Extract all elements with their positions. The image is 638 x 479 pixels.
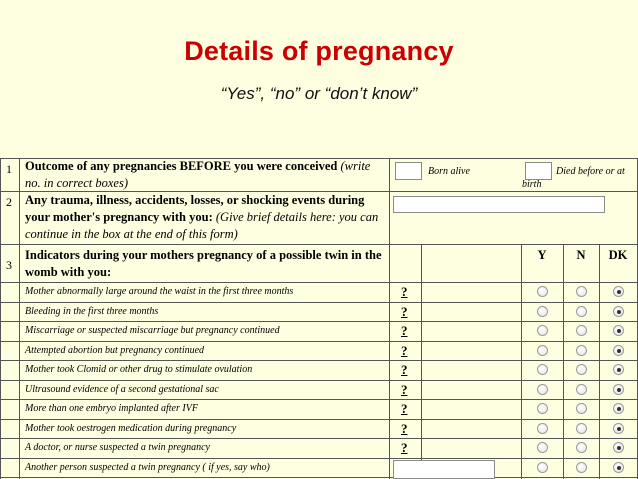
- radio-no[interactable]: [576, 306, 587, 317]
- radio-dont-know[interactable]: [613, 403, 624, 414]
- radio-yes[interactable]: [537, 462, 548, 473]
- row-divider: [0, 380, 638, 381]
- question-1-note: (write no. in correct boxes): [25, 159, 371, 190]
- column-header-no: N: [576, 248, 586, 262]
- indicator-label: Another person suspected a twin pregnancy ( if yes, say who): [25, 462, 270, 473]
- radio-dont-know[interactable]: [613, 286, 624, 297]
- row-divider: [0, 477, 638, 478]
- help-link[interactable]: ?: [401, 343, 408, 358]
- radio-no[interactable]: [576, 384, 587, 395]
- radio-yes[interactable]: [537, 325, 548, 336]
- row-divider: [0, 282, 638, 283]
- page-title: Details of pregnancy: [184, 36, 454, 66]
- row-divider: [0, 399, 638, 400]
- help-link[interactable]: ?: [401, 284, 408, 299]
- indicator-label: Mother took Clomid or other drug to stimulate ovulation: [25, 364, 253, 375]
- question-2-bold: Any trauma, illness, accidents, losses, or shocking events during your mother's pregnancy with you:: [25, 193, 365, 224]
- radio-yes[interactable]: [537, 384, 548, 395]
- radio-yes[interactable]: [537, 442, 548, 453]
- question-1-bold: Outcome of any pregnancies BEFORE you were conceived: [25, 159, 338, 173]
- radio-no[interactable]: [576, 403, 587, 414]
- col-divider: [521, 244, 522, 479]
- radio-dont-know[interactable]: [613, 345, 624, 356]
- indicator-label: Ultrasound evidence of a second gestational sac: [25, 384, 219, 395]
- question-2-note: (Give brief details here: you can continue in the box at the end of this form): [25, 210, 379, 241]
- row-divider: [0, 321, 638, 322]
- radio-yes[interactable]: [537, 364, 548, 375]
- pregnancy-form: [0, 158, 638, 479]
- radio-dont-know[interactable]: [613, 306, 624, 317]
- radio-yes[interactable]: [537, 286, 548, 297]
- radio-yes[interactable]: [537, 423, 548, 434]
- radio-yes[interactable]: [537, 403, 548, 414]
- radio-dont-know[interactable]: [613, 384, 624, 395]
- radio-dont-know[interactable]: [613, 462, 624, 473]
- help-link[interactable]: ?: [401, 323, 408, 338]
- row-divider: [0, 438, 638, 439]
- born-alive-input[interactable]: [395, 162, 422, 180]
- help-link[interactable]: ?: [401, 421, 408, 436]
- question-number: 1: [6, 162, 12, 176]
- help-link[interactable]: ?: [401, 382, 408, 397]
- help-link[interactable]: ?: [401, 440, 408, 455]
- radio-no[interactable]: [576, 345, 587, 356]
- radio-dont-know[interactable]: [613, 364, 624, 375]
- row-divider: [0, 302, 638, 303]
- born-alive-label: Born alive: [428, 166, 470, 177]
- radio-no[interactable]: [576, 364, 587, 375]
- radio-no[interactable]: [576, 423, 587, 434]
- indicator-label: Mother took oestrogen medication during pregnancy: [25, 423, 237, 434]
- radio-no[interactable]: [576, 462, 587, 473]
- row-divider: [0, 360, 638, 361]
- question-1-text: [25, 158, 385, 192]
- help-link[interactable]: ?: [401, 362, 408, 377]
- question-number: 2: [6, 195, 12, 209]
- question-2-text: [25, 192, 387, 243]
- row-divider: [0, 244, 638, 245]
- col-divider: [563, 244, 564, 479]
- indicator-label: Attempted abortion but pregnancy continued: [25, 345, 205, 356]
- radio-yes[interactable]: [537, 345, 548, 356]
- indicator-label: Bleeding in the first three months: [25, 306, 159, 317]
- row-divider: [0, 458, 638, 459]
- radio-dont-know[interactable]: [613, 423, 624, 434]
- column-header-yes: Y: [537, 248, 547, 262]
- radio-no[interactable]: [576, 325, 587, 336]
- table-border-left: [0, 158, 1, 479]
- radio-dont-know[interactable]: [613, 325, 624, 336]
- col-divider: [421, 244, 422, 479]
- radio-dont-know[interactable]: [613, 442, 624, 453]
- other-person-input[interactable]: [393, 460, 495, 479]
- help-link[interactable]: ?: [401, 401, 408, 416]
- radio-no[interactable]: [576, 442, 587, 453]
- question-3-text: [25, 247, 387, 281]
- died-label: Died before or at birth: [522, 166, 625, 190]
- page-subtitle: “Yes”, “no” or “don’t know”: [220, 84, 418, 103]
- indicator-label: Mother abnormally large around the waist in the first three months: [25, 286, 294, 297]
- col-divider: [599, 244, 600, 479]
- col-divider: [389, 158, 390, 479]
- column-header-dont-know: DK: [608, 248, 628, 262]
- radio-no[interactable]: [576, 286, 587, 297]
- trauma-details-input[interactable]: [393, 196, 605, 213]
- col-divider: [19, 158, 20, 479]
- question-number: 3: [6, 258, 12, 272]
- indicator-label: A doctor, or nurse suspected a twin pregnancy: [25, 442, 210, 453]
- row-divider: [0, 419, 638, 420]
- question-3-bold: Indicators during your mothers pregnancy of a possible twin in the womb with you:: [25, 248, 382, 279]
- help-link[interactable]: ?: [401, 304, 408, 319]
- radio-yes[interactable]: [537, 306, 548, 317]
- indicator-label: Miscarriage or suspected miscarriage but pregnancy continued: [25, 325, 280, 336]
- indicator-label: More than one embryo implanted after IVF: [25, 403, 198, 414]
- row-divider: [0, 341, 638, 342]
